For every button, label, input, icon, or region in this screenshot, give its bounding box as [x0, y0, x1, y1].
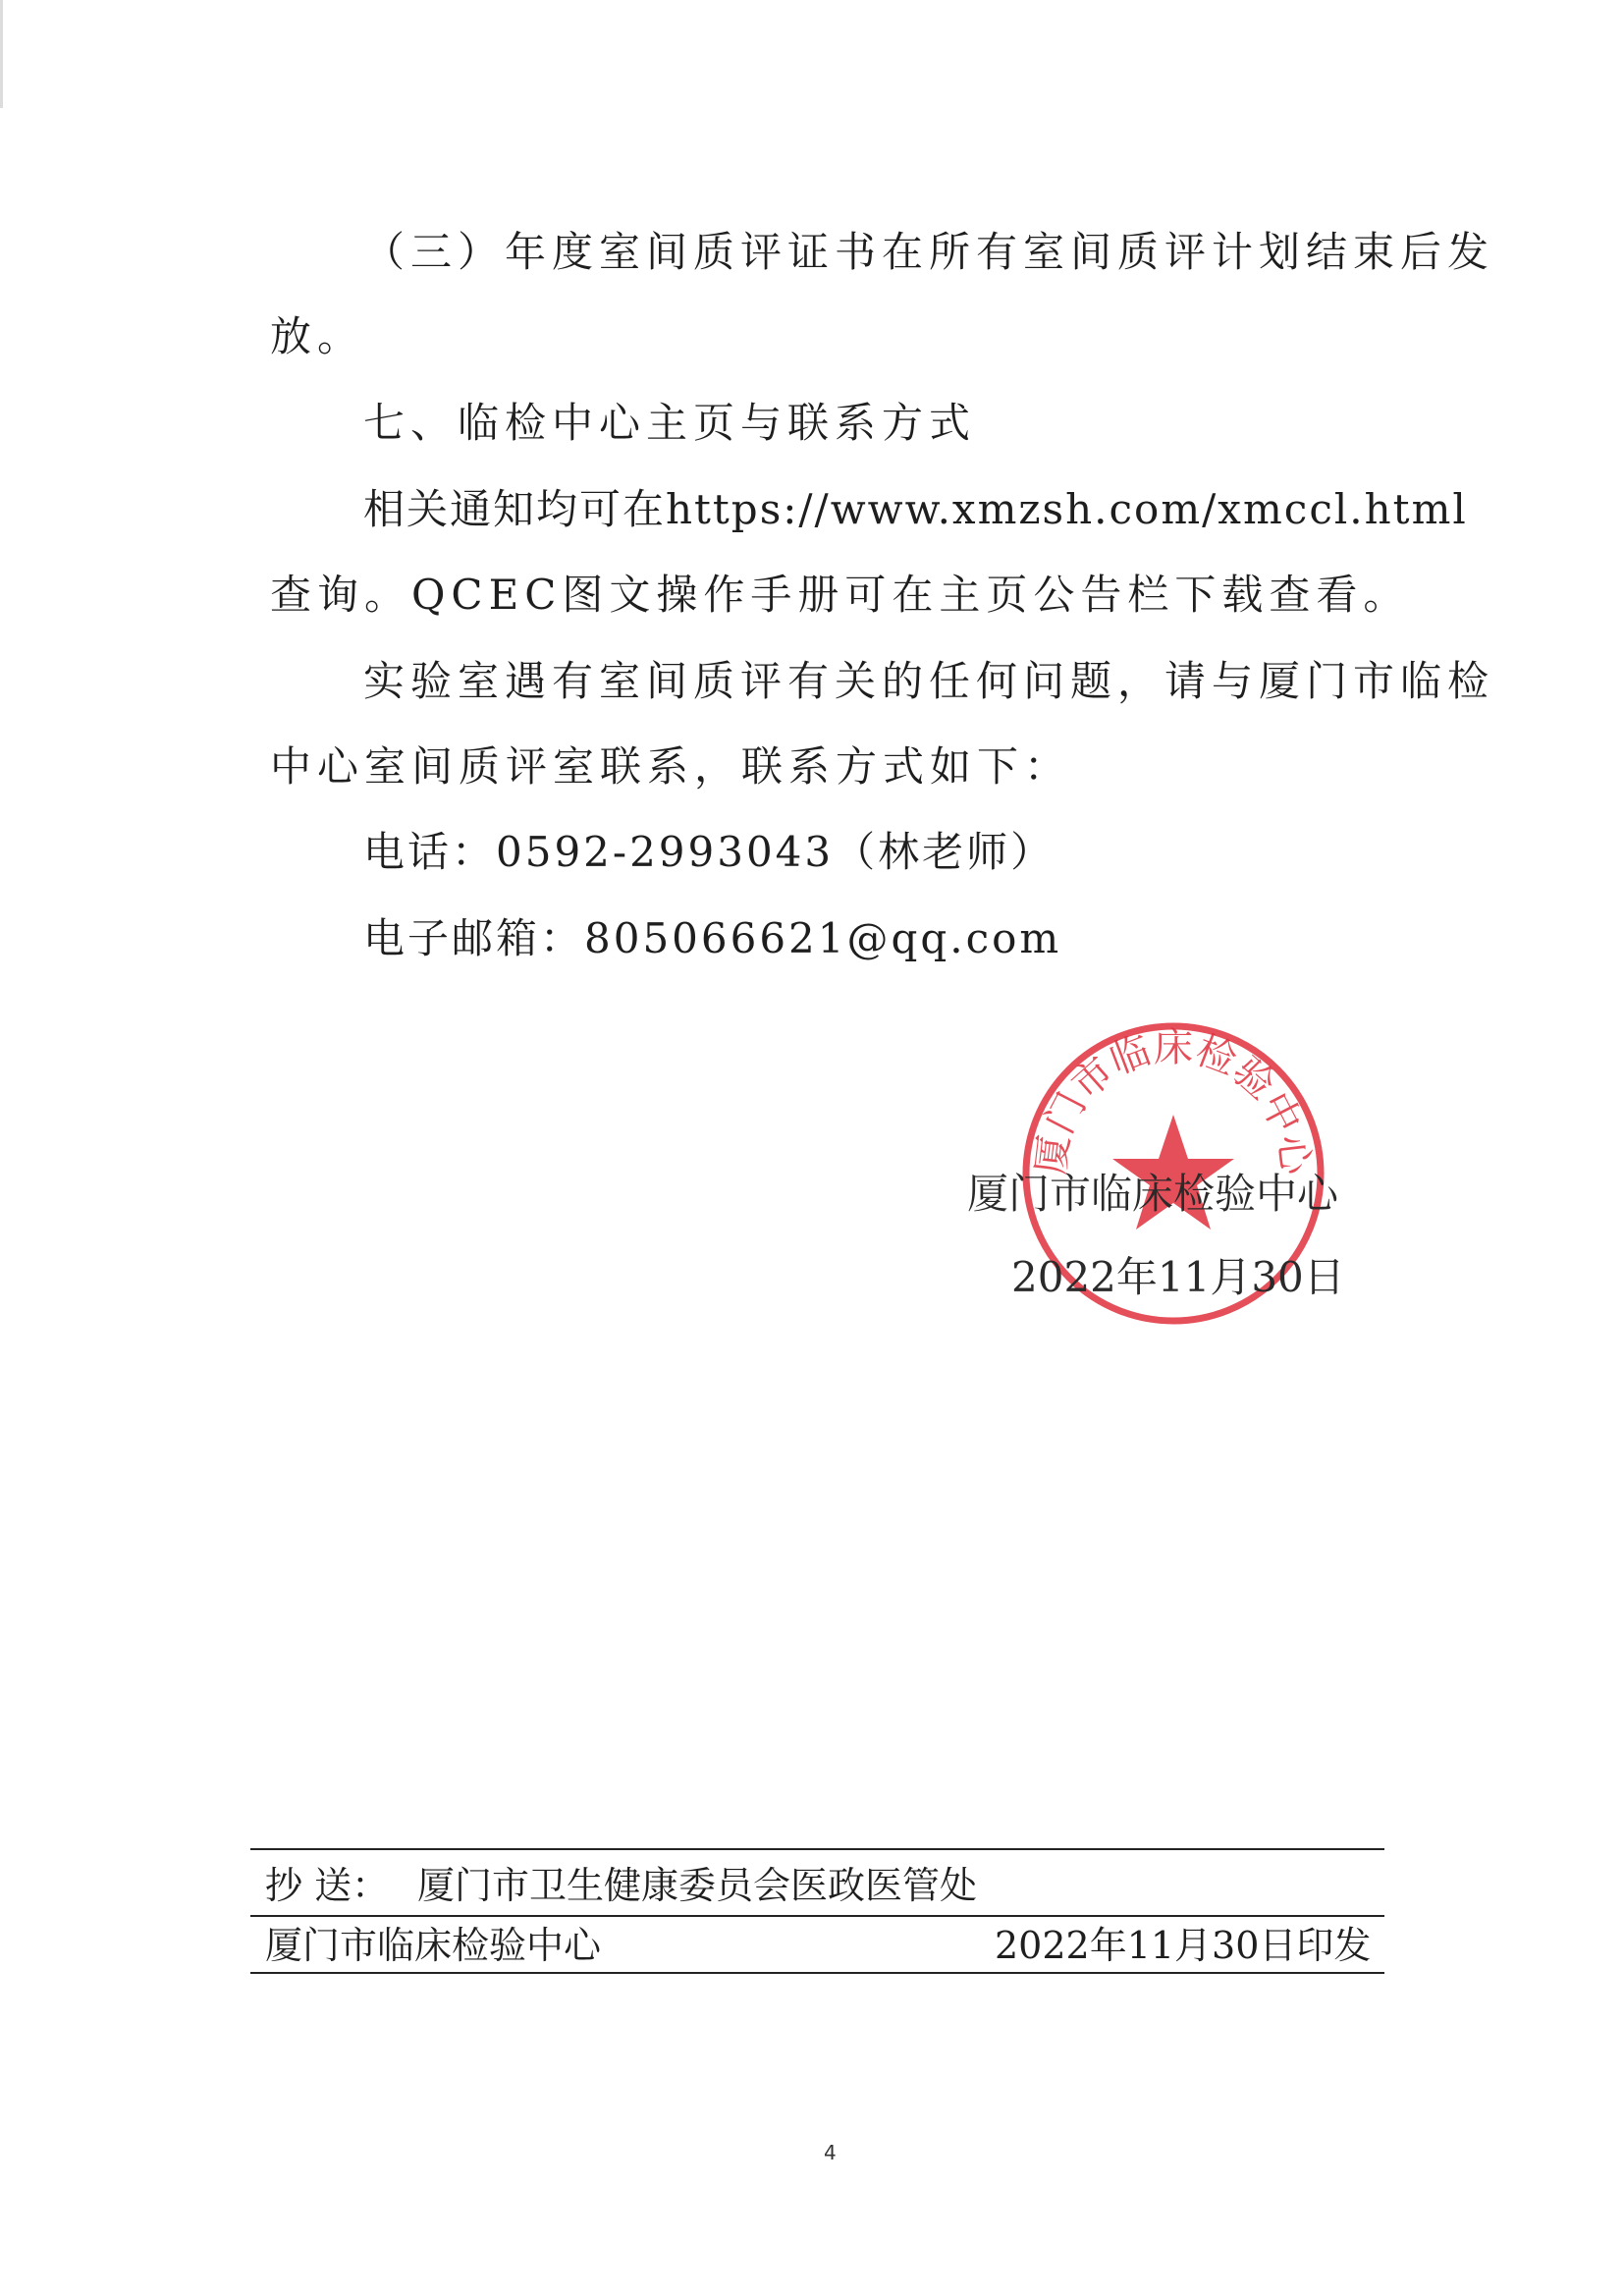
footer-top-rule [250, 1848, 1384, 1850]
signature-organization: 厦门市临床检验中心 [967, 1170, 1339, 1218]
footer-middle-rule [250, 1915, 1384, 1917]
seal-lettering: 厦门市临床检验中心 [1028, 1025, 1319, 1177]
cc-label: 抄 送： [265, 1864, 390, 1907]
paragraph-line-4: 相关通知均可在https://www.xmzsh.com/xmccl.html [363, 485, 1468, 533]
contact-email: 电子邮箱：805066621@qq.com [363, 914, 1062, 962]
paragraph-line-7: 中心室间质评室联系，联系方式如下： [270, 742, 1072, 791]
paragraph-line-5: 查询。QCEC图文操作手册可在主页公告栏下载查看。 [270, 571, 1411, 619]
paragraph-line-2: 放。 [270, 312, 365, 360]
footer-issuer: 厦门市临床检验中心 [265, 1924, 602, 1967]
paragraph-line-6: 实验室遇有室间质评有关的任何问题，请与厦门市临检 [363, 657, 1495, 705]
cc-recipient: 厦门市卫生健康委员会医政医管处 [417, 1864, 978, 1907]
section-heading-contact: 七、临检中心主页与联系方式 [363, 399, 977, 447]
page-number: 4 [824, 2141, 837, 2164]
scan-edge-mark [0, 0, 3, 108]
contact-phone: 电话：0592-2993043（林老师） [363, 828, 1056, 876]
footer-issue-date: 2022年11月30日印发 [995, 1924, 1372, 1967]
paragraph-line-1: （三）年度室间质评证书在所有室间质评计划结束后发 [363, 228, 1495, 276]
signature-date: 2022年11月30日 [1011, 1253, 1345, 1301]
footer-bottom-rule [250, 1972, 1384, 1974]
